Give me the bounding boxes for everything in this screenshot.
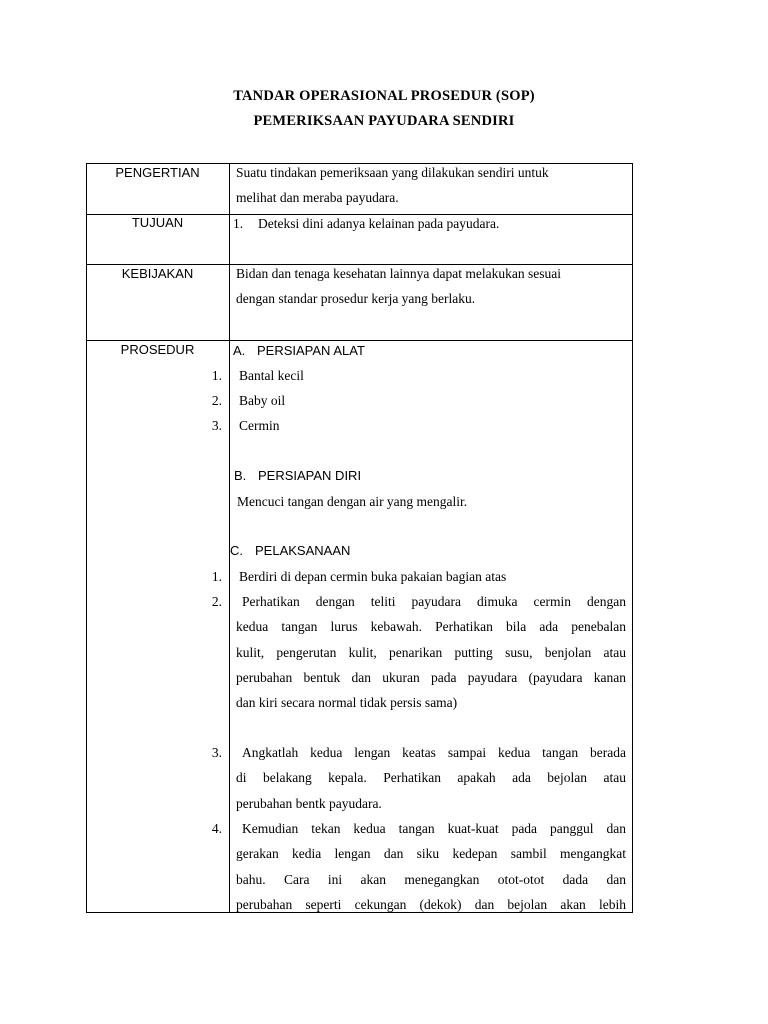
step-text: Angkatlah kedua lengan keatas sampai kedua tangan berada — [242, 745, 626, 760]
alat-number: 2. — [211, 393, 222, 408]
pengertian-line2: melihat dan meraba payudara. — [236, 190, 399, 205]
kebijakan-line2: dengan standar prosedur kerja yang berlaku. — [236, 291, 476, 306]
step-text: gerakan kedia lengan dan siku kedepan sambil mengangkat — [236, 846, 626, 861]
persiapan-diri-text: Mencuci tangan dengan air yang mengalir. — [237, 494, 468, 509]
kebijakan-line1: Bidan dan tenaga kesehatan lainnya dapat melakukan sesuai — [236, 266, 562, 281]
row-label-prosedur: PROSEDUR — [120, 342, 195, 357]
section-c-letter: C. — [230, 543, 243, 558]
tujuan-number: 1. — [233, 216, 244, 231]
alat-item: Cermin — [239, 418, 280, 433]
row-label-pengertian: PENGERTIAN — [115, 165, 200, 180]
step-text: kedua tangan lurus kebawah. Perhatikan bila ada penebalan — [236, 619, 626, 634]
row-label-kebijakan: KEBIJAKAN — [121, 266, 194, 281]
step-number: 1. — [211, 569, 222, 584]
section-c-title: PELAKSANAAN — [255, 543, 351, 558]
row-divider — [86, 340, 633, 341]
pengertian-line1: Suatu tindakan pemeriksaan yang dilakukan sendiri untuk — [236, 165, 549, 180]
alat-item: Bantal kecil — [239, 368, 304, 383]
step-number: 4. — [211, 821, 222, 836]
document-title: TANDAR OPERASIONAL PROSEDUR (SOP) — [233, 88, 535, 104]
document-subtitle: PEMERIKSAAN PAYUDARA SENDIRI — [253, 113, 515, 129]
section-b-title: PERSIAPAN DIRI — [258, 468, 362, 483]
step-text: perubahan seperti cekungan (dekok) dan bejolan akan lebih — [236, 897, 626, 912]
step-text: dan kiri secara normal tidak persis sama) — [236, 695, 458, 710]
step-text: perubahan bentk payudara. — [236, 796, 382, 811]
tujuan-text: Deteksi dini adanya kelainan pada payudara. — [258, 216, 500, 231]
step-text: kulit, pengerutan kulit, penarikan putting susu, benjolan atau — [236, 645, 626, 660]
step-text: Perhatikan dengan teliti payudara dimuka cermin dengan — [242, 594, 626, 609]
step-number: 2. — [211, 594, 222, 609]
step-text: di belakang kepala. Perhatikan apakah ada bejolan atau — [236, 770, 626, 785]
section-a-letter: A. — [233, 343, 246, 358]
alat-number: 1. — [211, 368, 222, 383]
row-divider — [86, 264, 633, 265]
section-a-title: PERSIAPAN ALAT — [257, 343, 365, 358]
step-text: bahu. Cara ini akan menegangkan otot-otot dada dan — [236, 872, 626, 887]
step-number: 3. — [211, 745, 222, 760]
alat-item: Baby oil — [239, 393, 286, 408]
column-divider — [229, 163, 230, 913]
step-text: Berdiri di depan cermin buka pakaian bagian atas — [239, 569, 507, 584]
alat-number: 3. — [211, 418, 222, 433]
step-text: perubahan bentuk dan ukuran pada payudara (payudara kanan — [236, 670, 626, 685]
section-b-letter: B. — [234, 468, 247, 483]
step-text: Kemudian tekan kedua tangan kuat-kuat pada panggul dan — [242, 821, 626, 836]
row-label-tujuan: TUJUAN — [131, 215, 184, 230]
